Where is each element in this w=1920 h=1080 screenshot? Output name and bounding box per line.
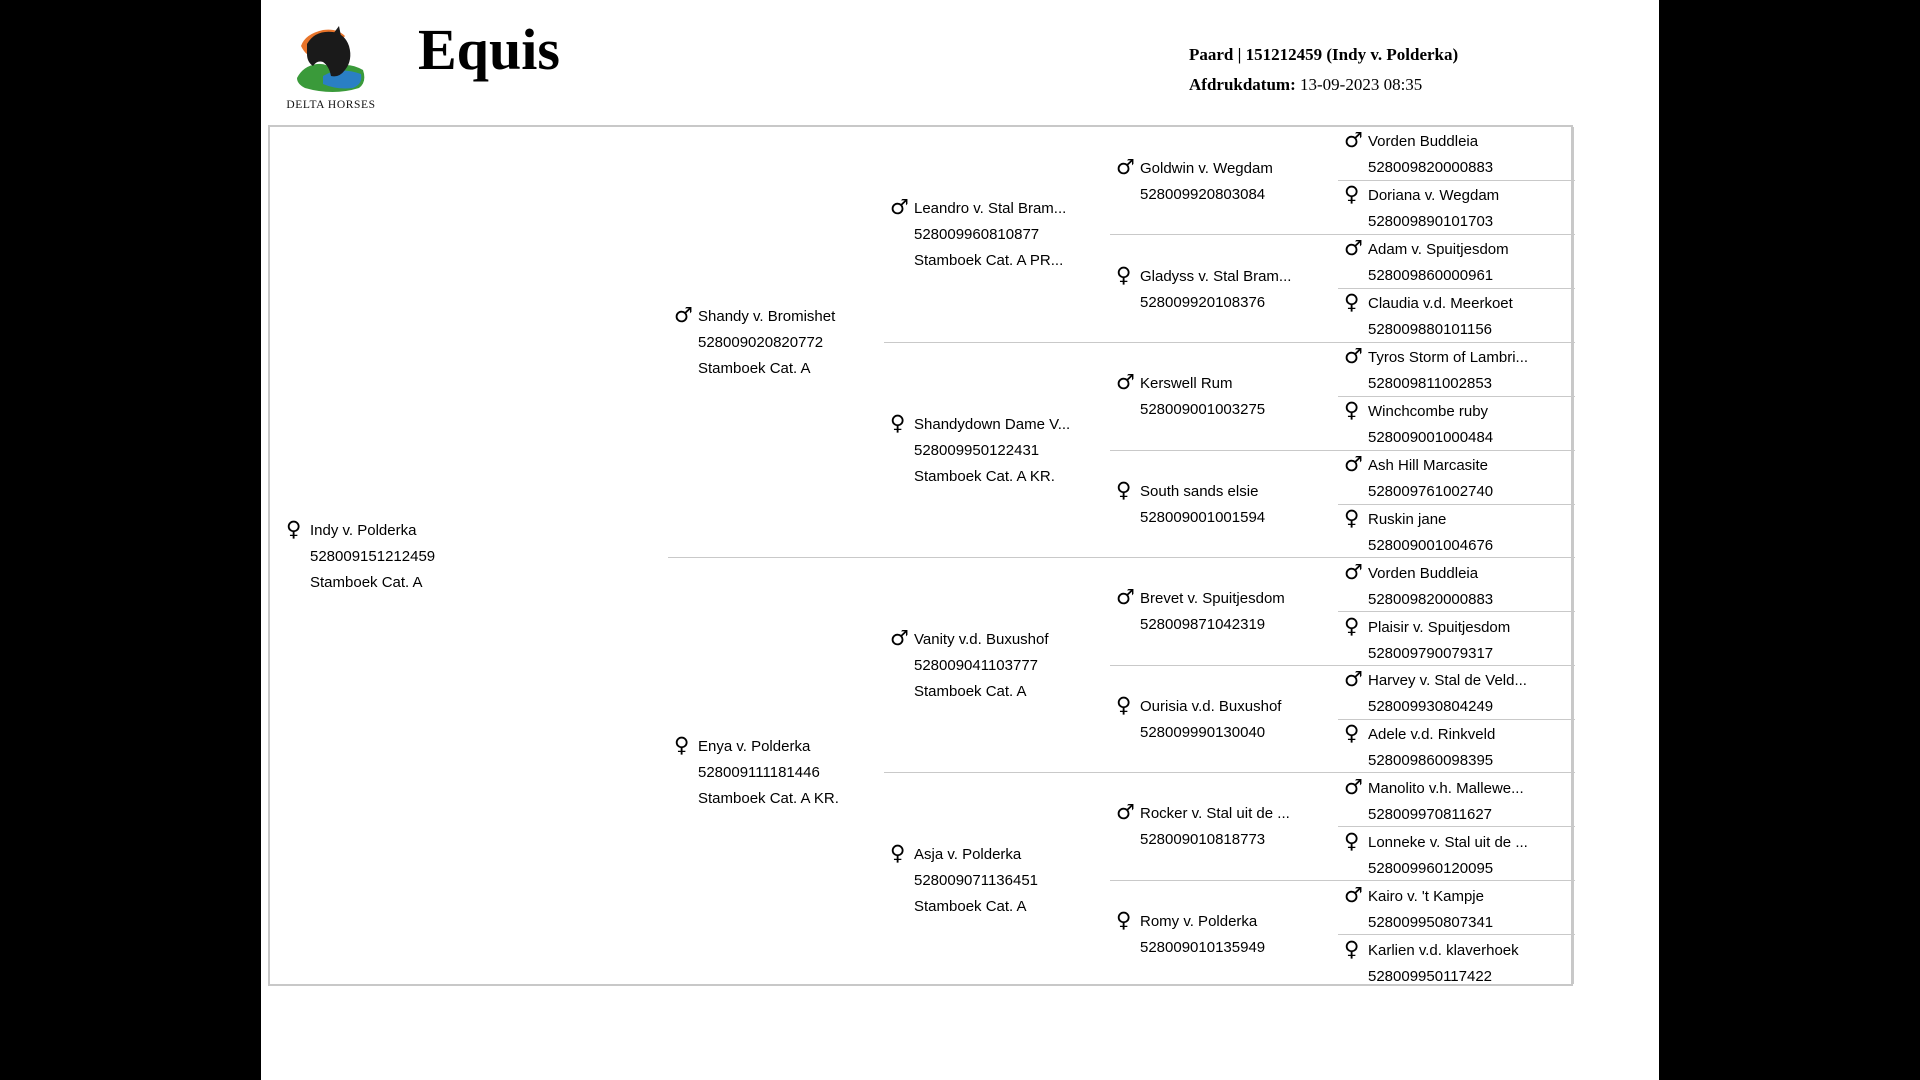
separator-line bbox=[1338, 611, 1575, 612]
male-symbol-icon: ♂ bbox=[1344, 344, 1363, 368]
horse-reg-number: 528009970811627 bbox=[1368, 806, 1493, 823]
horse-stamboek: Stamboek Cat. A PR... bbox=[914, 252, 1064, 269]
horse-reg-number: 528009790079317 bbox=[1368, 645, 1494, 662]
delta-horses-logo bbox=[281, 26, 381, 116]
horse-reg-number: 528009820000883 bbox=[1368, 591, 1494, 608]
horse-stamboek: Stamboek Cat. A bbox=[914, 898, 1027, 915]
horse-reg-number: 528009920803084 bbox=[1140, 186, 1266, 203]
horse-name: Enya v. Polderka bbox=[698, 738, 811, 755]
separator-line bbox=[1110, 880, 1575, 881]
print-date-value: 13-09-2023 08:35 bbox=[1300, 75, 1423, 94]
separator-line bbox=[1338, 396, 1575, 397]
horse-head-logo-icon bbox=[293, 26, 369, 94]
male-symbol-icon: ♂ bbox=[1116, 155, 1135, 179]
horse-reg-number: 528009920108376 bbox=[1140, 294, 1266, 311]
horse-name: Goldwin v. Wegdam bbox=[1140, 160, 1273, 177]
female-symbol-icon: ♀ bbox=[890, 841, 906, 865]
horse-name: Plaisir v. Spuitjesdom bbox=[1368, 619, 1511, 636]
horse-reg-number: 528009001004676 bbox=[1368, 537, 1494, 554]
horse-reg-number: 528009860000961 bbox=[1368, 267, 1494, 284]
horse-name: Tyros Storm of Lambri... bbox=[1368, 349, 1529, 366]
horse-name: Adam v. Spuitjesdom bbox=[1368, 241, 1509, 258]
male-symbol-icon: ♂ bbox=[1116, 370, 1135, 394]
male-symbol-icon: ♂ bbox=[1344, 883, 1363, 907]
male-symbol-icon: ♂ bbox=[1344, 560, 1363, 584]
female-symbol-icon: ♀ bbox=[890, 411, 906, 435]
male-symbol-icon: ♂ bbox=[674, 303, 693, 327]
horse-reg-number: 528009001003275 bbox=[1140, 401, 1266, 418]
horse-name: Adele v.d. Rinkveld bbox=[1368, 726, 1496, 743]
male-symbol-icon: ♂ bbox=[1344, 128, 1363, 152]
horse-reg-number: 528009071136451 bbox=[914, 872, 1039, 889]
horse-reg-number: 528009990130040 bbox=[1140, 724, 1266, 741]
female-symbol-icon: ♀ bbox=[1344, 506, 1360, 530]
separator-line bbox=[1110, 665, 1575, 666]
female-symbol-icon: ♀ bbox=[1344, 398, 1360, 422]
male-symbol-icon: ♂ bbox=[1116, 585, 1135, 609]
separator-line bbox=[1338, 288, 1575, 289]
horse-reg-number: 528009151212459 bbox=[310, 548, 436, 565]
horse-reg-number: 528009111181446 bbox=[698, 764, 820, 781]
print-date-label: Afdrukdatum: bbox=[1189, 75, 1296, 94]
female-symbol-icon: ♀ bbox=[1344, 182, 1360, 206]
separator-line bbox=[1338, 504, 1575, 505]
female-symbol-icon: ♀ bbox=[1116, 693, 1132, 717]
female-symbol-icon: ♀ bbox=[1116, 478, 1132, 502]
horse-reg-number: 528009890101703 bbox=[1368, 213, 1494, 230]
print-date-line bbox=[1189, 70, 1458, 100]
separator-line bbox=[1338, 934, 1575, 935]
male-symbol-icon: ♂ bbox=[890, 195, 909, 219]
horse-name: Kerswell Rum bbox=[1140, 375, 1233, 392]
right-edge-line bbox=[1573, 127, 1574, 984]
separator-line bbox=[884, 772, 1575, 773]
horse-reg-number: 528009820000883 bbox=[1368, 159, 1494, 176]
horse-stamboek: Stamboek Cat. A bbox=[698, 360, 811, 377]
horse-name: Romy v. Polderka bbox=[1140, 913, 1258, 930]
horse-name: Shandydown Dame V... bbox=[914, 416, 1071, 433]
pedigree-chart bbox=[268, 125, 1573, 986]
horse-reg-number: 528009960120095 bbox=[1368, 860, 1494, 877]
separator-line bbox=[1338, 719, 1575, 720]
horse-stamboek: Stamboek Cat. A bbox=[310, 574, 423, 591]
horse-reg-number: 528009930804249 bbox=[1368, 698, 1494, 715]
separator-line bbox=[668, 557, 1575, 558]
app-title: Equis bbox=[418, 17, 560, 82]
horse-name: South sands elsie bbox=[1140, 483, 1259, 500]
logo-text: DELTA HORSES bbox=[286, 99, 376, 111]
male-symbol-icon: ♂ bbox=[1344, 236, 1363, 260]
horse-name: Ourisia v.d. Buxushof bbox=[1140, 698, 1282, 715]
horse-name: Vanity v.d. Buxushof bbox=[914, 631, 1049, 648]
horse-reg-number: 528009761002740 bbox=[1368, 483, 1494, 500]
horse-reg-number: 528009950122431 bbox=[914, 442, 1040, 459]
horse-name: Gladyss v. Stal Bram... bbox=[1140, 268, 1292, 285]
horse-name: Harvey v. Stal de Veld... bbox=[1368, 672, 1527, 689]
male-symbol-icon: ♂ bbox=[1344, 452, 1363, 476]
male-symbol-icon: ♂ bbox=[1344, 775, 1363, 799]
male-symbol-icon: ♂ bbox=[1344, 667, 1363, 691]
horse-name: Claudia v.d. Meerkoet bbox=[1368, 295, 1513, 312]
print-page bbox=[261, 0, 1659, 1080]
horse-reg-number: 528009880101156 bbox=[1368, 321, 1493, 338]
horse-stamboek: Stamboek Cat. A KR. bbox=[698, 790, 839, 807]
horse-name: Asja v. Polderka bbox=[914, 846, 1022, 863]
female-symbol-icon: ♀ bbox=[1344, 614, 1360, 638]
horse-name: Brevet v. Spuitjesdom bbox=[1140, 590, 1285, 607]
horse-name: Indy v. Polderka bbox=[310, 522, 417, 539]
horse-name: Kairo v. 't Kampje bbox=[1368, 888, 1484, 905]
horse-reg-number: 528009811002853 bbox=[1368, 375, 1493, 392]
horse-name: Ruskin jane bbox=[1368, 511, 1447, 528]
horse-reg-number: 528009871042319 bbox=[1140, 616, 1266, 633]
female-symbol-icon: ♀ bbox=[674, 733, 690, 757]
horse-name: Winchcombe ruby bbox=[1368, 403, 1489, 420]
female-symbol-icon: ♀ bbox=[1344, 290, 1360, 314]
separator-line bbox=[884, 342, 1575, 343]
horse-reg-number: 528009041103777 bbox=[914, 657, 1039, 674]
horse-name: Doriana v. Wegdam bbox=[1368, 187, 1500, 204]
female-symbol-icon: ♀ bbox=[1344, 721, 1360, 745]
horse-name: Lonneke v. Stal uit de ... bbox=[1368, 834, 1528, 851]
horse-stamboek: Stamboek Cat. A KR. bbox=[914, 468, 1055, 485]
horse-reg-number: 528009950807341 bbox=[1368, 914, 1494, 931]
female-symbol-icon: ♀ bbox=[1116, 263, 1132, 287]
horse-reg-number: 528009020820772 bbox=[698, 334, 824, 351]
horse-reg-number: 528009860098395 bbox=[1368, 752, 1494, 769]
horse-reg-number: 528009950117422 bbox=[1368, 968, 1493, 985]
separator-line bbox=[1338, 180, 1575, 181]
horse-stamboek: Stamboek Cat. A bbox=[914, 683, 1027, 700]
male-symbol-icon: ♂ bbox=[890, 626, 909, 650]
horse-name: Vorden Buddleia bbox=[1368, 565, 1479, 582]
horse-reg-number: 528009010818773 bbox=[1140, 831, 1266, 848]
horse-name: Shandy v. Bromishet bbox=[698, 308, 836, 325]
separator-line bbox=[1338, 826, 1575, 827]
record-title: Paard | 151212459 (Indy v. Polderka) bbox=[1189, 45, 1459, 64]
female-symbol-icon: ♀ bbox=[286, 517, 302, 541]
horse-reg-number: 528009010135949 bbox=[1140, 939, 1266, 956]
separator-line bbox=[1110, 450, 1575, 451]
female-symbol-icon: ♀ bbox=[1344, 937, 1360, 961]
horse-reg-number: 528009001000484 bbox=[1368, 429, 1494, 446]
horse-name: Leandro v. Stal Bram... bbox=[914, 200, 1067, 217]
horse-reg-number: 528009001001594 bbox=[1140, 509, 1266, 526]
horse-name: Karlien v.d. klaverhoek bbox=[1368, 942, 1519, 959]
horse-name: Manolito v.h. Mallewe... bbox=[1368, 780, 1524, 797]
male-symbol-icon: ♂ bbox=[1116, 800, 1135, 824]
horse-name: Ash Hill Marcasite bbox=[1368, 457, 1489, 474]
female-symbol-icon: ♀ bbox=[1344, 829, 1360, 853]
horse-name: Rocker v. Stal uit de ... bbox=[1140, 805, 1290, 822]
separator-line bbox=[1110, 234, 1575, 235]
horse-name: Vorden Buddleia bbox=[1368, 133, 1479, 150]
print-meta bbox=[1189, 40, 1458, 100]
female-symbol-icon: ♀ bbox=[1116, 908, 1132, 932]
horse-reg-number: 528009960810877 bbox=[914, 226, 1040, 243]
